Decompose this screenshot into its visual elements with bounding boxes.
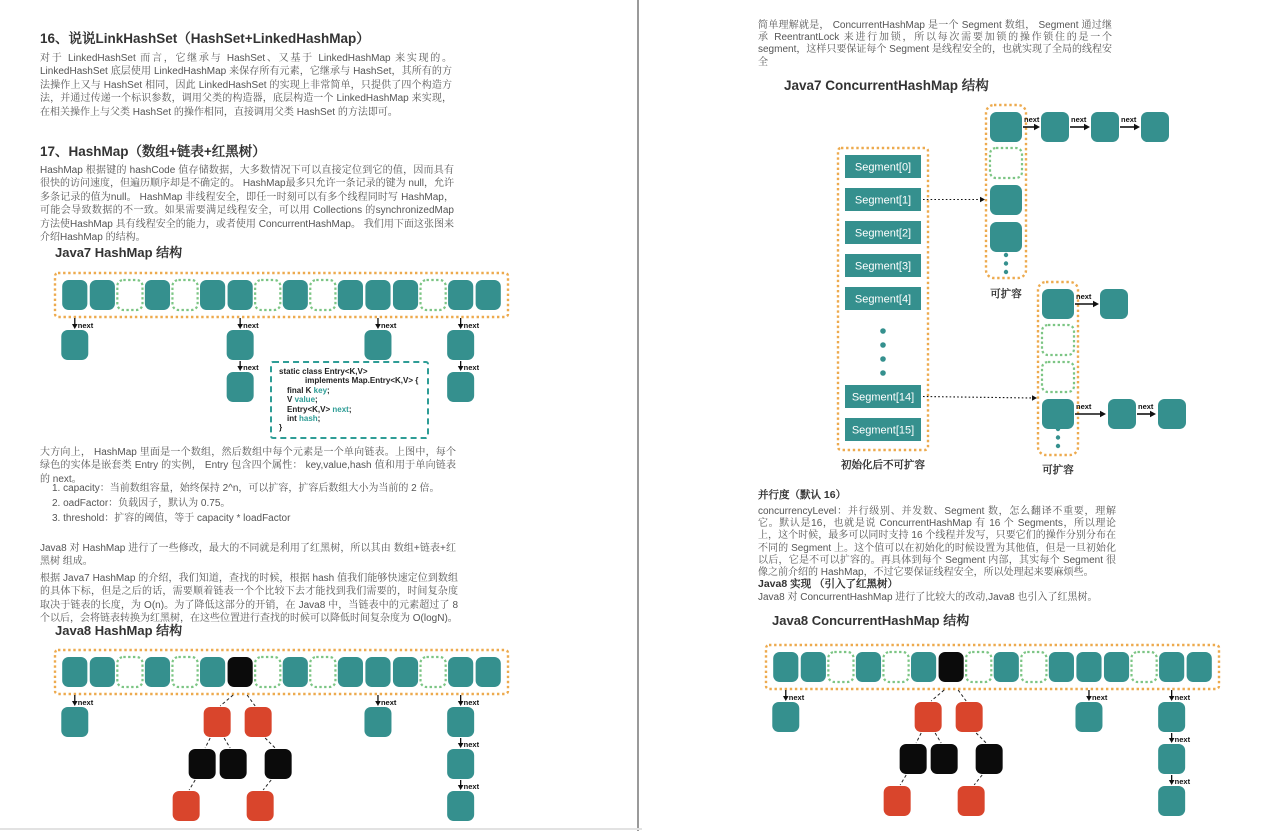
next-label: next bbox=[380, 321, 397, 330]
tree-root-cell bbox=[228, 657, 253, 687]
code-text: ; bbox=[327, 385, 330, 395]
arrow-head bbox=[458, 366, 464, 371]
next-label: next bbox=[1174, 777, 1191, 786]
tree-node-black bbox=[265, 749, 292, 779]
tree-edge bbox=[265, 738, 275, 748]
concurrency-heading: 并行度（默认 16） bbox=[758, 489, 847, 501]
next-label: next bbox=[463, 698, 480, 707]
hashmap-overview-paragraph: 大方向上， HashMap 里面是一个数组，然后数组中每个元素是一个单向链表。上图中，每个绿色的实体是嵌套类 Entry 的实例， Entry 包含四个属性： key,value,hash 值和用于单向链表的 next。 bbox=[40, 447, 456, 485]
empty-slot bbox=[1042, 362, 1074, 392]
tree-edge bbox=[224, 738, 230, 748]
array-cell bbox=[476, 280, 501, 310]
array-cell bbox=[856, 652, 881, 682]
empty-slot bbox=[172, 280, 197, 310]
ellipsis-dot bbox=[1056, 444, 1060, 448]
tree-node-red bbox=[884, 786, 911, 816]
array-cell bbox=[365, 280, 390, 310]
bucket-cell bbox=[990, 222, 1022, 252]
java8-impl-paragraph: Java8 对 ConcurrentHashMap 进行了比较大的改动,Java8 也引入了红黑树。 bbox=[758, 592, 1098, 603]
array-cell bbox=[283, 280, 308, 310]
next-label: next bbox=[1138, 402, 1154, 411]
tree-edge bbox=[205, 738, 210, 748]
ellipsis-dot bbox=[1004, 261, 1008, 265]
section-17-heading: 17、HashMap（数组+链表+红黑树） bbox=[40, 144, 266, 159]
code-text: ; bbox=[317, 414, 321, 424]
java7-hashmap-heading: Java7 HashMap 结构 bbox=[55, 245, 183, 260]
chain-node bbox=[447, 707, 474, 737]
array-cell bbox=[448, 657, 473, 687]
code-line bbox=[287, 405, 427, 414]
tree-node-red bbox=[958, 786, 985, 816]
tree-edge bbox=[931, 690, 944, 701]
chain-node bbox=[1100, 289, 1128, 319]
java8-hashmap-heading: Java8 HashMap 结构 bbox=[55, 623, 183, 638]
arrow-head bbox=[375, 701, 381, 706]
empty-slot bbox=[310, 657, 335, 687]
arrow-head bbox=[1034, 124, 1040, 130]
chain-node bbox=[447, 791, 474, 821]
array-cell bbox=[801, 652, 826, 682]
next-label: next bbox=[788, 693, 805, 702]
tree-node-black bbox=[220, 749, 247, 779]
chain-node bbox=[61, 707, 88, 737]
empty-slot bbox=[255, 657, 280, 687]
array-cell bbox=[283, 657, 308, 687]
next-label: next bbox=[1174, 693, 1191, 702]
arrow-head bbox=[1169, 738, 1175, 743]
java7-chm-diagram bbox=[820, 95, 1230, 477]
arrow-head bbox=[1169, 780, 1175, 785]
java8-chm-heading: Java8 ConcurrentHashMap 结构 bbox=[772, 613, 970, 628]
fixed-size-label: 初始化后不可扩容 bbox=[841, 459, 925, 471]
tree-edge bbox=[263, 780, 271, 790]
empty-slot bbox=[883, 652, 908, 682]
section-16-heading: 16、说说LinkHashSet（HashSet+LinkedHashMap） bbox=[40, 31, 370, 46]
tree-node-red bbox=[956, 702, 983, 732]
java8-impl-heading: Java8 实现 （引入了红黑树） bbox=[758, 578, 899, 590]
code-text: implements Map.Entry<K,V> { bbox=[305, 376, 419, 386]
tree-edge bbox=[935, 733, 941, 743]
tree-edge bbox=[974, 775, 982, 785]
growable-label: 可扩容 bbox=[1042, 464, 1074, 476]
bucket-cell bbox=[1042, 399, 1074, 429]
empty-slot bbox=[421, 657, 446, 687]
arrow-head bbox=[1093, 301, 1099, 307]
code-text: static class Entry<K,V> bbox=[279, 367, 368, 376]
arrow-head bbox=[72, 324, 78, 329]
arrow-head bbox=[458, 785, 464, 790]
page-left bbox=[0, 0, 638, 831]
empty-slot bbox=[828, 652, 853, 682]
tree-node-black bbox=[976, 744, 1003, 774]
chain-node bbox=[1158, 744, 1185, 774]
list-item-threshold: 3. threshold：扩容的阈值，等于 capacity * loadFactor bbox=[52, 512, 291, 524]
java8-detail-paragraph: 根据 Java7 HashMap 的介绍，我们知道，查找的时候，根据 hash 值我们能够快速定位到数组的具体下标，但是之后的话，需要顺着链表一个个比较下去才能找到我们需要的，时间复杂度取决于链表的长度，为 O(n)。为了降低这部分的开销，在 Java8 中，当链表中的元素超过了 8 个以后，会将链表转换为红黑树，在这些位置进行查找的时候可以降低时间复杂度为 O(logN)。 bbox=[40, 573, 458, 625]
empty-slot bbox=[255, 280, 280, 310]
chain-node bbox=[447, 749, 474, 779]
page-bottom-edge bbox=[0, 828, 642, 830]
ellipsis-dot bbox=[1056, 435, 1060, 439]
code-line bbox=[287, 386, 427, 395]
segment-pointer-arrow bbox=[923, 397, 1033, 399]
chain-node bbox=[772, 702, 799, 732]
array-cell bbox=[90, 280, 115, 310]
code-line bbox=[305, 376, 427, 385]
next-label: next bbox=[1024, 115, 1040, 124]
array-cell bbox=[365, 657, 390, 687]
tree-node-red bbox=[247, 791, 274, 821]
array-cell bbox=[448, 280, 473, 310]
empty-slot bbox=[421, 280, 446, 310]
growable-label: 可扩容 bbox=[990, 288, 1022, 300]
arrow-head bbox=[1084, 124, 1090, 130]
tree-edge bbox=[916, 733, 921, 743]
code-keyword: hash bbox=[299, 414, 318, 424]
array-cell bbox=[1187, 652, 1212, 682]
code-text: ; bbox=[315, 395, 318, 405]
code-keyword: key bbox=[313, 385, 328, 395]
chain-node bbox=[1141, 112, 1169, 142]
array-cell bbox=[228, 280, 253, 310]
next-label: next bbox=[243, 363, 259, 372]
empty-slot bbox=[990, 148, 1022, 178]
next-label: next bbox=[243, 321, 259, 330]
arrow-head bbox=[1169, 696, 1175, 701]
chm-intro-paragraph: 简单理解就是， ConcurrentHashMap 是一个 Segment 数组， Segment 通过继承 ReentrantLock 来进行加锁，所以每次需要加锁的操作锁住的是一个 segment，这样只要保证每个 Segment 是线程安全的，也就实现了全局的线程安全 bbox=[758, 20, 1112, 68]
arrow-head bbox=[1032, 395, 1037, 401]
ellipsis-dot bbox=[1056, 427, 1060, 431]
tree-edge bbox=[958, 690, 966, 701]
page-right bbox=[639, 0, 1277, 831]
chain-node bbox=[1091, 112, 1119, 142]
ellipsis-dot bbox=[880, 342, 886, 348]
chain-node bbox=[1108, 399, 1136, 429]
chain-node bbox=[227, 372, 254, 402]
java8-chm-diagram bbox=[755, 640, 1235, 831]
next-label: next bbox=[1121, 115, 1137, 124]
array-cell bbox=[145, 657, 170, 687]
tree-edge bbox=[189, 780, 195, 790]
array-cell bbox=[90, 657, 115, 687]
chain-node bbox=[1158, 702, 1185, 732]
next-label: next bbox=[1076, 402, 1092, 411]
ellipsis-dot bbox=[880, 370, 886, 376]
chain-node bbox=[61, 330, 88, 360]
next-label: next bbox=[1071, 115, 1087, 124]
array-cell bbox=[338, 280, 363, 310]
arrow-head bbox=[458, 743, 464, 748]
tree-node-red bbox=[245, 707, 272, 737]
array-cell bbox=[200, 280, 225, 310]
code-keyword: next bbox=[332, 404, 349, 414]
empty-slot bbox=[1042, 325, 1074, 355]
arrow-head bbox=[1150, 411, 1156, 417]
tree-edge bbox=[900, 775, 906, 785]
hashmap-attributes-list bbox=[52, 482, 440, 526]
empty-slot bbox=[966, 652, 991, 682]
empty-slot bbox=[172, 657, 197, 687]
next-label: next bbox=[463, 363, 480, 372]
array-cell bbox=[1104, 652, 1129, 682]
tree-root-cell bbox=[939, 652, 964, 682]
empty-slot bbox=[117, 657, 142, 687]
array-cell bbox=[145, 280, 170, 310]
array-cell bbox=[1049, 652, 1074, 682]
next-label: next bbox=[463, 782, 480, 791]
next-label: next bbox=[380, 698, 397, 707]
bucket-cell bbox=[990, 185, 1022, 215]
array-cell bbox=[1159, 652, 1184, 682]
array-cell bbox=[773, 652, 798, 682]
ellipsis-dot bbox=[880, 328, 886, 334]
chain-node bbox=[364, 707, 391, 737]
segment-label: Segment[1] bbox=[854, 194, 912, 207]
segment-label: Segment[15] bbox=[851, 424, 915, 437]
array-cell bbox=[200, 657, 225, 687]
code-line bbox=[279, 423, 427, 432]
java7-chm-heading: Java7 ConcurrentHashMap 结构 bbox=[784, 78, 989, 93]
array-cell bbox=[338, 657, 363, 687]
code-text: V bbox=[287, 395, 295, 405]
chain-node bbox=[364, 330, 391, 360]
chain-node bbox=[1041, 112, 1069, 142]
tree-edge bbox=[220, 695, 233, 706]
array-cell bbox=[62, 280, 87, 310]
code-text: } bbox=[279, 423, 283, 433]
segment-label: Segment[0] bbox=[854, 161, 912, 174]
arrow-head bbox=[72, 701, 78, 706]
arrow-head bbox=[237, 366, 243, 371]
array-cell bbox=[994, 652, 1019, 682]
chain-node bbox=[447, 372, 474, 402]
section-16-body: 对于 LinkedHashSet 而言，它继承与 HashSet、又基于 LinkedHashMap 来实现的。LinkedHashSet 底层使用 LinkedHashMap 来保存所有元素，它继承与 HashSet，其所有的方法操作上又与 HashSet 相同，因此 LinkedHashSet 的实现上非常简单，只提供了四个构造方法，并通过传递一个标识参数，调用父类的构造器，底层构造一个 LinkedHashMap 来实现，在相关操作上与父类 HashSet 的操作相同，直接调用父类 HashSet 的方法即可。 bbox=[40, 53, 452, 118]
arrow-head bbox=[980, 197, 985, 203]
section-17-body: HashMap 根据键的 hashCode 值存储数据，大多数情况下可以直接定位到它的值，因而具有很快的访问速度，但遍历顺序却是不确定的。 HashMap最多只允许一条记录的键为 null，允许多条记录的值为null。 HashMap 非线程安全，即任一时刻可以有多个线程同时写 HashMap，可能会导致数据的不一致。如果需要满足线程安全，可以用 Collections 的synchronizedMap 方法使HashMap 具有线程安全的能力，或者使用 ConcurrentHashMap。 我们用下面这张图来介绍HashMap 的结构。 bbox=[40, 165, 454, 244]
chain-node bbox=[1158, 399, 1186, 429]
java8-intro-paragraph: Java8 对 HashMap 进行了一些修改，最大的不同就是利用了红黑树，所以其由 数组+链表+红黑树 组成。 bbox=[40, 543, 456, 568]
java8-hashmap-diagram bbox=[40, 645, 520, 831]
arrow-head bbox=[458, 324, 464, 329]
tree-node-red bbox=[204, 707, 231, 737]
ellipsis-dot bbox=[1004, 253, 1008, 257]
arrow-head bbox=[1100, 411, 1106, 417]
tree-edge bbox=[976, 733, 986, 743]
segment-label: Segment[2] bbox=[854, 227, 912, 240]
code-line bbox=[279, 367, 427, 376]
ellipsis-dot bbox=[880, 356, 886, 362]
arrow-head bbox=[458, 701, 464, 706]
concurrency-paragraph: concurrencyLevel：并行级别、并发数、Segment 数，怎么翻译不重要，理解它。默认是16，也就是说 ConcurrentHashMap 有 16 个 Segments，所以理论上，这个时候，最多可以同时支持 16 个线程并发写，只要它们的操作分别分布在不同的 Segment 上。这个值可以在初始化的时候设置为其他值，但是一旦初始化以后，它是不可以扩容的。再具体到每个 Segment 内部，其实每个 Segment 很像之前介绍的 HashMap，不过它要保证线程安全，所以处理起来要麻烦些。 bbox=[758, 506, 1116, 579]
segment-label: Segment[3] bbox=[854, 260, 912, 273]
next-label: next bbox=[463, 321, 480, 330]
next-label: next bbox=[463, 740, 480, 749]
segment-label: Segment[4] bbox=[854, 293, 912, 306]
ellipsis-dot bbox=[1004, 270, 1008, 274]
entry-code-box bbox=[270, 361, 429, 439]
next-label: next bbox=[1174, 735, 1191, 744]
segment-label: Segment[14] bbox=[851, 391, 915, 404]
bucket-cell bbox=[990, 112, 1022, 142]
list-item-capacity: 1. capacity：当前数组容量，始终保持 2^n，可以扩容，扩容后数组大小为当前的 2 倍。 bbox=[52, 483, 440, 494]
array-cell bbox=[62, 657, 87, 687]
arrow-head bbox=[783, 696, 789, 701]
code-text: int bbox=[287, 414, 299, 424]
arrow-head bbox=[237, 324, 243, 329]
chain-node bbox=[227, 330, 254, 360]
arrow-head bbox=[1086, 696, 1092, 701]
next-label: next bbox=[77, 698, 94, 707]
empty-slot bbox=[310, 280, 335, 310]
array-cell bbox=[393, 280, 418, 310]
code-line bbox=[287, 414, 427, 423]
tree-edge bbox=[247, 695, 255, 706]
tree-node-black bbox=[931, 744, 958, 774]
chain-node bbox=[1075, 702, 1102, 732]
code-line bbox=[287, 395, 427, 404]
list-item-loadfactor: 2. oadFactor：负载因子，默认为 0.75。 bbox=[52, 497, 231, 509]
arrow-head bbox=[1134, 124, 1140, 130]
arrow-head bbox=[375, 324, 381, 329]
array-cell bbox=[393, 657, 418, 687]
tree-node-black bbox=[189, 749, 216, 779]
array-cell bbox=[476, 657, 501, 687]
empty-slot bbox=[1021, 652, 1046, 682]
tree-node-red bbox=[173, 791, 200, 821]
tree-node-black bbox=[900, 744, 927, 774]
chain-node bbox=[1158, 786, 1185, 816]
empty-slot bbox=[117, 280, 142, 310]
code-text: ; bbox=[348, 404, 352, 414]
tree-node-red bbox=[915, 702, 942, 732]
code-keyword: value bbox=[294, 395, 316, 405]
chain-node bbox=[447, 330, 474, 360]
next-label: next bbox=[1076, 292, 1092, 301]
next-label: next bbox=[1091, 693, 1108, 702]
empty-slot bbox=[1132, 652, 1157, 682]
bucket-cell bbox=[1042, 289, 1074, 319]
code-text: final K bbox=[287, 385, 314, 395]
array-cell bbox=[911, 652, 936, 682]
next-label: next bbox=[77, 321, 94, 330]
array-cell bbox=[1076, 652, 1101, 682]
code-text: Entry<K,V> bbox=[287, 404, 333, 414]
